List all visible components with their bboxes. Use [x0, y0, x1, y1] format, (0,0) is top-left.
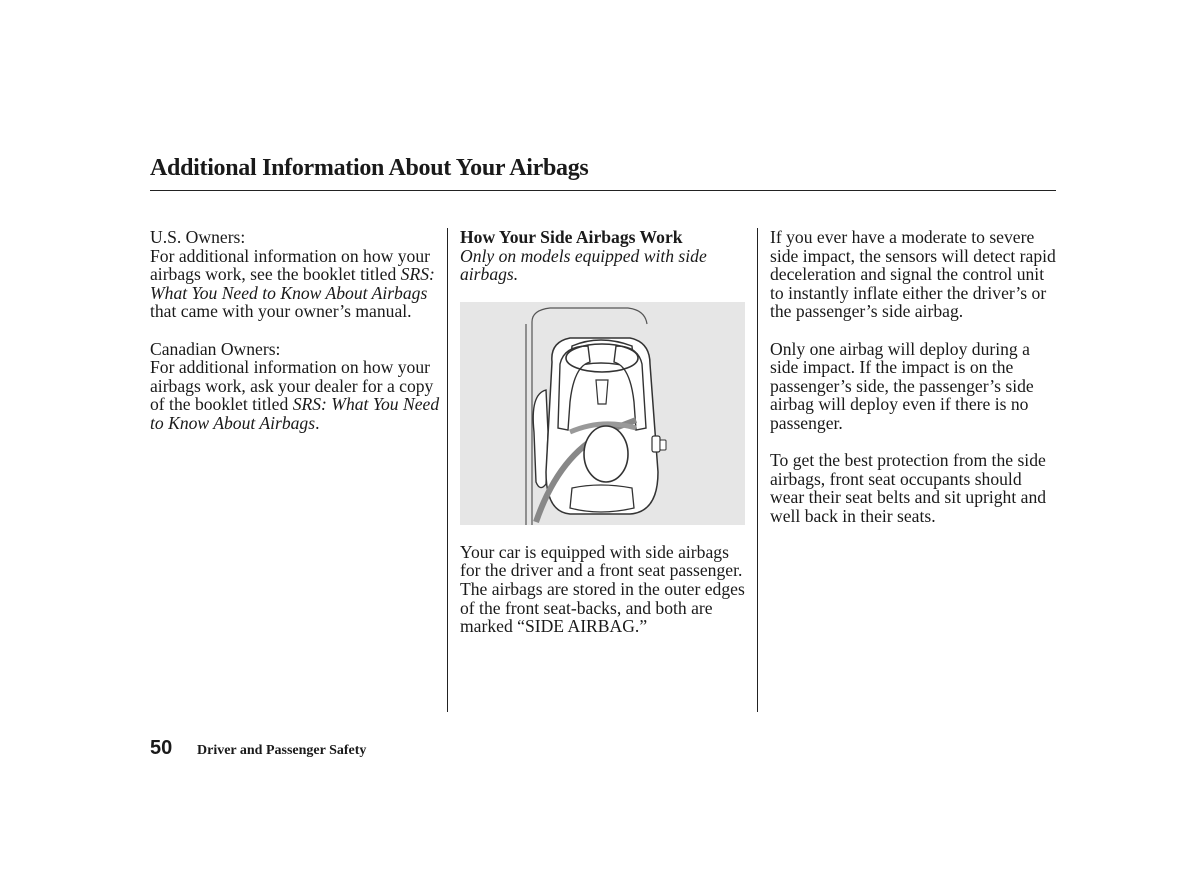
title-divider [150, 190, 1056, 191]
canadian-owners-text [150, 358, 440, 432]
us-text-end: that came with your owner’s manual. [150, 301, 412, 322]
paragraph-deploy: Only one airbag will deploy during a side impact. If the impact is on the passenger’s side, the passenger’s side airbag will deploy even if there is no passenger. [770, 338, 1034, 433]
paragraph-protection: To get the best protection from the side airbags, front seat occupants should wear their seat belts and sit upright and well back in their seats. [770, 450, 1047, 526]
paragraph-impact: If you ever have a moderate to severe side impact, the sensors will detect rapid deceleration and signal the control unit to instantly inflate either the driver’s or the passenger’s side airbag. [770, 227, 1056, 322]
column-divider [447, 228, 448, 712]
section-subheading [460, 247, 750, 284]
us-booklet-title: SRS: What You Need to Know About Airbags [150, 264, 435, 303]
section-heading: How Your Side Airbags Work [460, 227, 683, 247]
column-owners-info [150, 228, 440, 433]
ca-booklet-title: SRS: What You Need to Know About Airbags [150, 394, 440, 433]
column-side-airbags [460, 228, 750, 636]
us-text-start: For additional information on how your airbags work, see the booklet titled [150, 245, 430, 285]
section-footer: Driver and Passenger Safety [197, 743, 367, 758]
us-owners-text [150, 247, 440, 321]
side-airbags-body: Your car is equipped with side airbags for the driver and a front seat passenger. The airbags are stored in the outer edges of the front seat-backs, and both are marked “SIDE AIRBAG.” [460, 541, 745, 637]
column-divider [757, 228, 758, 712]
ca-text-end: . [315, 412, 320, 433]
seat-occupant-icon [460, 302, 745, 525]
page-title: Additional Information About Your Airbags [150, 155, 589, 181]
subheading-italic: Only on models equipped with side airbags. [460, 245, 707, 285]
ca-text-start: For additional information on how your airbags work, ask your dealer for a copy of the booklet titled [150, 357, 434, 415]
canadian-owners-label: Canadian Owners: [150, 338, 281, 359]
page-number: 50 [150, 737, 173, 759]
column-deployment-info [770, 228, 1060, 526]
us-owners-label: U.S. Owners: [150, 227, 246, 247]
side-airbag-illustration [460, 302, 745, 525]
